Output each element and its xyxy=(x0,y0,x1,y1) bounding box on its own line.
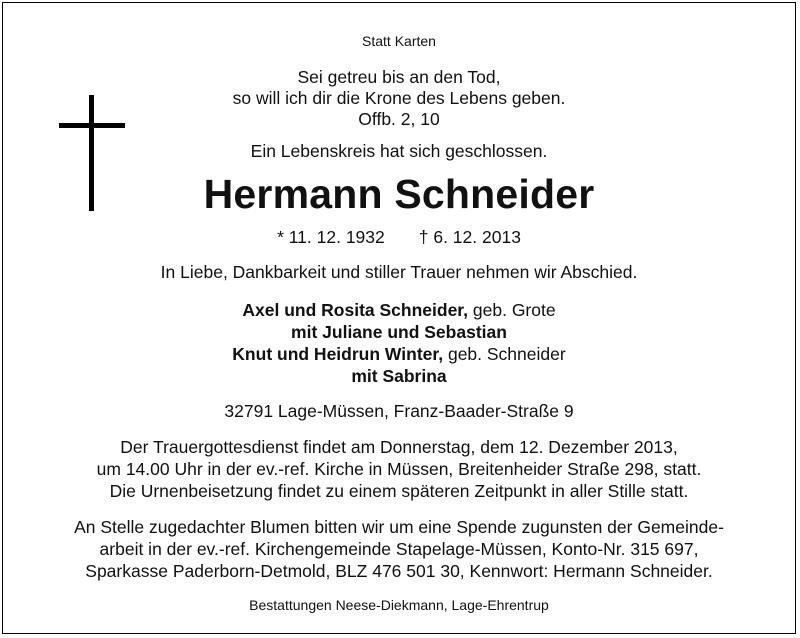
mourner-line xyxy=(3,300,795,321)
mourner-line xyxy=(3,344,795,365)
mourner-line xyxy=(3,322,795,343)
death-date: † 6. 12. 2013 xyxy=(418,227,521,247)
birth-date: * 11. 12. 1932 xyxy=(277,227,385,247)
mourner-suffix: geb. Grote xyxy=(468,300,556,320)
donation-line-2: arbeit in der ev.-ref. Kirchengemeinde Stapelage-Müssen, Konto-Nr. 315 697, xyxy=(99,539,699,559)
mourner-names: Axel und Rosita Schneider, xyxy=(242,300,469,320)
mourner-line xyxy=(3,366,795,387)
service-line-2: um 14.00 Uhr in der ev.-ref. Kirche in Müssen, Breitenheider Straße 298, statt. xyxy=(96,459,702,479)
verse-line-1: Sei getreu bis an den Tod, xyxy=(297,67,501,87)
service-line-3: Die Urnenbeisetzung findet zu einem späteren Zeitpunkt in aller Stille statt. xyxy=(109,481,689,501)
verse-line-2: so will ich dir die Krone des Lebens geben. xyxy=(232,88,566,108)
address-text: 32791 Lage-Müssen, Franz-Baader-Straße 9 xyxy=(224,401,574,421)
mourner-names: mit Sabrina xyxy=(351,366,447,386)
mourner-names: mit Juliane und Sebastian xyxy=(291,322,507,342)
mourner-names: Knut und Heidrun Winter, xyxy=(232,344,444,364)
donation-line-1: An Stelle zugedachter Blumen bitten wir um eine Spende zugunsten der Gemeinde- xyxy=(74,517,724,537)
statt-karten-text: Statt Karten xyxy=(362,33,436,49)
mourner-suffix: geb. Schneider xyxy=(443,344,566,364)
verse-reference: Offb. 2, 10 xyxy=(358,109,440,129)
service-line-1: Der Trauergottesdienst findet am Donnerstag, dem 12. Dezember 2013, xyxy=(120,437,678,457)
undertaker-text: Bestattungen Neese-Diekmann, Lage-Ehrentrup xyxy=(249,597,549,613)
donation-line-3: Sparkasse Paderborn-Detmold, BLZ 476 501 30, Kennwort: Hermann Schneider. xyxy=(85,561,713,581)
life-dates xyxy=(3,227,795,248)
obituary-notice xyxy=(2,2,796,634)
farewell-text: In Liebe, Dankbarkeit und stiller Trauer nehmen wir Abschied. xyxy=(160,262,638,282)
intro-text: Ein Lebenskreis hat sich geschlossen. xyxy=(250,141,548,161)
deceased-name: Hermann Schneider xyxy=(203,171,595,217)
